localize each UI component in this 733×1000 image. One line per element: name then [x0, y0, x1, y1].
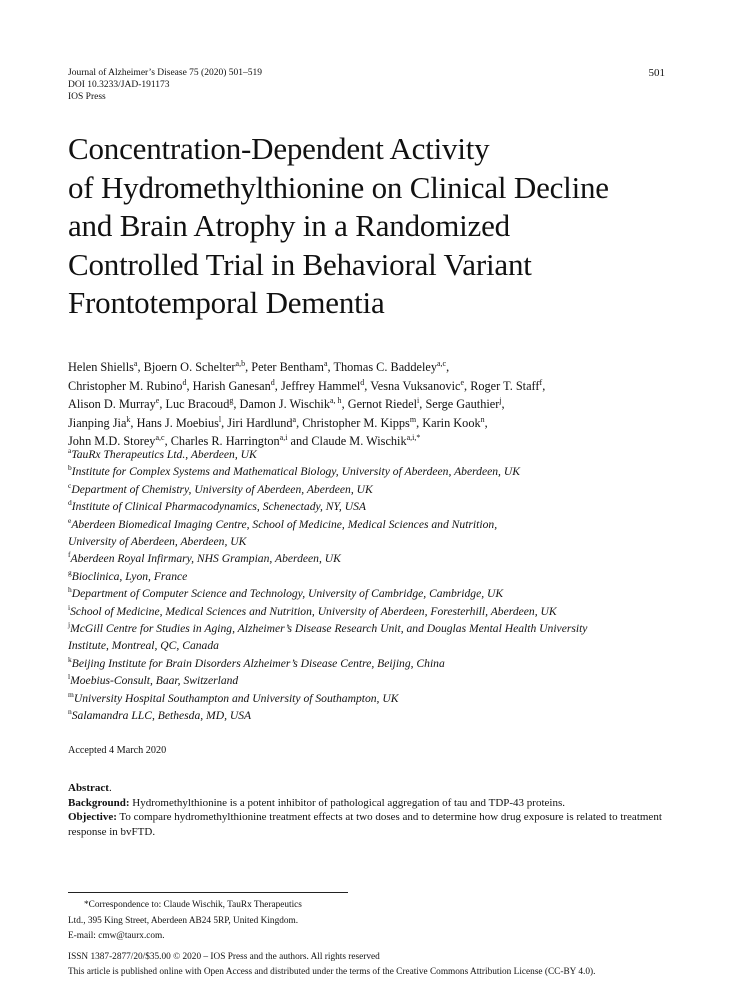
affiliation-label: h	[68, 585, 72, 595]
author-name: Gernot Riedel	[347, 397, 418, 411]
author-affiliation-marker: e	[155, 396, 160, 405]
page-number: 501	[648, 67, 665, 79]
author-name: Vesna Vuksanovic	[370, 378, 461, 393]
doi: DOI 10.3233/JAD-191173	[68, 80, 170, 90]
affiliation-label: m	[68, 689, 74, 699]
author-separator: ,	[186, 378, 193, 393]
author-name: Serge Gauthier	[425, 397, 500, 411]
title-line: Concentration-Dependent Activity	[68, 131, 490, 166]
title-line: of Hydromethylthionine on Clinical Decline	[68, 169, 609, 205]
author-affiliation-marker: a,i,*	[406, 433, 421, 442]
abstract	[68, 781, 668, 839]
affiliation-label: n	[68, 707, 72, 717]
author-separator: ,	[221, 415, 228, 430]
author-separator: ,	[364, 378, 371, 393]
author-separator: and	[287, 434, 312, 448]
author-name: Roger T. Staff	[470, 378, 540, 393]
author-separator: ,	[159, 397, 166, 411]
affiliation-list	[68, 446, 668, 725]
affiliation-text: Aberdeen Royal Infirmary, NHS Grampian, Aberdeen, UK	[70, 552, 341, 566]
author	[137, 416, 228, 430]
author-affiliation-marker: g	[229, 396, 234, 405]
affiliation	[68, 463, 668, 480]
author-name: Alison D. Murray	[68, 397, 156, 411]
author-separator: ,	[245, 360, 252, 374]
author-name: Christopher M. Kipps	[302, 415, 410, 430]
author-affiliation-marker: a	[292, 414, 297, 424]
background-label: Background:	[68, 796, 130, 809]
title-line: Controlled Trial in Behavioral Variant	[68, 246, 532, 282]
author-name: Jianping Jia	[68, 415, 127, 430]
title-line: Frontotemporal Dementia	[68, 285, 385, 320]
author-separator: ,	[446, 360, 450, 374]
license-line: This article is published online with Open Access and distributed under the terms of the Creative Commons Attribution License (CC-BY 4.0).	[68, 967, 596, 977]
author	[68, 360, 144, 374]
author-affiliation-marker: a	[133, 359, 138, 368]
affiliation-label: l	[68, 672, 71, 682]
author-affiliation-marker: d	[360, 377, 365, 387]
affiliation	[68, 481, 668, 498]
author	[281, 379, 370, 393]
abstract-heading-label: Abstract	[68, 782, 109, 794]
affiliation-label: k	[68, 654, 72, 664]
author-affiliation-marker: k	[126, 414, 131, 424]
affiliation-text: University Hospital Southampton and University of Southampton, UK	[73, 691, 399, 705]
author	[68, 379, 193, 393]
affiliation-text: McGill Centre for Studies in Aging, Alzheimer’s Disease Research Unit, and Douglas Mental Health University	[70, 622, 588, 636]
affiliation-text: Salamandra LLC, Bethesda, MD, USA	[71, 709, 252, 723]
title-line: and Brain Atrophy in a Randomized	[68, 208, 510, 243]
author-affiliation-marker: d	[270, 377, 275, 387]
affiliation	[68, 568, 668, 585]
affiliation-label: j	[68, 620, 71, 630]
author-affiliation-marker: l	[218, 414, 222, 424]
author-affiliation-marker: a,i	[279, 433, 288, 442]
author-separator: ,	[274, 378, 281, 393]
author-name: Christopher M. Rubino	[68, 378, 183, 393]
author	[370, 379, 470, 393]
author-affiliation-marker: f	[539, 377, 543, 387]
author	[470, 379, 545, 393]
affiliation	[68, 585, 668, 602]
author-name: Harish Ganesan	[192, 378, 271, 393]
author	[144, 360, 252, 374]
author-separator: ,	[416, 415, 423, 430]
author	[68, 416, 137, 430]
affiliation-continuation: Institute, Montreal, QC, Canada	[68, 639, 219, 653]
publisher: IOS Press	[68, 92, 106, 102]
author	[166, 397, 240, 411]
objective-label: Objective:	[68, 811, 117, 823]
issn-line: ISSN 1387-2877/20/$35.00 © 2020 – IOS Press and the authors. All rights reserved	[68, 952, 380, 962]
abstract-heading	[68, 781, 668, 796]
affiliation-label: e	[68, 515, 72, 525]
author-separator: ,	[130, 415, 137, 430]
author-separator: ,	[327, 360, 334, 374]
author-name: John M.D. Storey	[68, 434, 156, 448]
accepted-date: Accepted 4 March 2020	[68, 745, 167, 756]
author-separator: ,	[341, 397, 348, 411]
author-affiliation-marker: a, h	[330, 396, 342, 405]
author-separator: ,	[464, 378, 471, 393]
affiliation	[68, 690, 668, 707]
author-separator: ,	[542, 378, 546, 393]
author	[425, 397, 504, 411]
affiliation	[68, 516, 668, 551]
affiliation-text: Moebius-Consult, Baar, Switzerland	[70, 674, 239, 688]
affiliation	[68, 498, 668, 515]
affiliation	[68, 446, 668, 463]
author-affiliation-marker: n	[480, 414, 485, 424]
author-name: Claude M. Wischik	[311, 434, 407, 448]
affiliation-text: Institute for Complex Systems and Mathematical Biology, University of Aberdeen, Aberdeen, UK	[71, 465, 520, 479]
journal-header	[68, 67, 262, 103]
author-name: Hans J. Moebius	[136, 415, 219, 430]
author	[348, 397, 426, 411]
affiliation-label: f	[68, 550, 71, 560]
affiliation-text: Institute of Clinical Pharmacodynamics, Schenectady, NY, USA	[71, 500, 366, 514]
author	[251, 360, 333, 374]
journal-citation: Journal of Alzheimer’s Disease 75 (2020) 501–519	[68, 68, 263, 78]
author-affiliation-marker: a	[323, 359, 328, 368]
affiliation	[68, 672, 668, 689]
affiliation	[68, 707, 668, 724]
author-separator: ,	[164, 434, 171, 448]
affiliation-text: Department of Chemistry, University of Aberdeen, Aberdeen, UK	[71, 482, 373, 496]
affiliation	[68, 550, 668, 567]
author-affiliation-marker: e	[460, 377, 465, 387]
author	[227, 416, 302, 430]
author-name: Peter Bentham	[251, 360, 324, 374]
author-affiliation-marker: j	[499, 396, 502, 405]
affiliation-text: Beijing Institute for Brain Disorders Alzheimer’s Disease Centre, Beijing, China	[71, 656, 445, 670]
affiliation-label: g	[68, 567, 72, 577]
abstract-heading-punct: .	[108, 782, 112, 794]
affiliation-label: a	[68, 446, 72, 455]
affiliation-label: b	[68, 463, 72, 473]
author-name: Bjoern O. Schelter	[143, 360, 236, 374]
affiliation-text: School of Medicine, Medical Sciences and Nutrition, University of Aberdeen, Foresterhill, Aberdeen, UK	[70, 604, 557, 618]
affiliation-text: Department of Computer Science and Technology, University of Cambridge, Cambridge, UK	[71, 587, 504, 601]
author-name: Karin Kook	[422, 415, 481, 430]
author-name: Damon J. Wischik	[239, 397, 330, 411]
author	[240, 397, 348, 411]
author-affiliation-marker: a,c	[155, 433, 165, 442]
author-affiliation-marker: a,b	[235, 359, 246, 368]
affiliation	[68, 603, 668, 620]
author-separator: ,	[137, 360, 144, 374]
author-affiliation-marker: d	[182, 377, 187, 387]
abstract-background	[68, 796, 668, 811]
correspondence-email: E-mail: cmw@taurx.com.	[68, 931, 165, 941]
affiliation-label: d	[68, 498, 72, 508]
author-name: Thomas C. Baddeley	[333, 360, 437, 374]
author-separator: ,	[233, 397, 240, 411]
author	[193, 379, 281, 393]
author-separator: ,	[419, 397, 426, 411]
background-text: Hydromethylthionine is a potent inhibitor of pathological aggregation of tau and TDP-43 proteins.	[129, 796, 565, 809]
author-list	[68, 358, 668, 451]
author-name: Charles R. Harrington	[170, 434, 280, 448]
author	[302, 416, 422, 430]
author	[333, 360, 449, 374]
author-affiliation-marker: m	[409, 414, 417, 424]
author-name: Luc Bracoud	[165, 397, 230, 411]
affiliation-label: i	[68, 602, 71, 612]
correspondence-footnote	[68, 898, 348, 945]
author-name: Jiri Hardlund	[227, 415, 293, 430]
author-affiliation-marker: a,c	[436, 359, 447, 368]
author-name: Helen Shiells	[68, 360, 134, 374]
affiliation-continuation: University of Aberdeen, Aberdeen, UK	[68, 535, 247, 549]
affiliation-text: Aberdeen Biomedical Imaging Centre, School of Medicine, Medical Sciences and Nutrition,	[71, 517, 498, 531]
author-name: Jeffrey Hammel	[280, 378, 361, 393]
author-separator: ,	[296, 415, 303, 430]
article-title	[68, 130, 688, 323]
objective-text: To compare hydromethylthionine treatment effects at two doses and to determine how drug exposure is related to treatment response in bvFTD.	[68, 811, 662, 838]
author-separator: ,	[501, 397, 505, 411]
footnote-divider	[68, 892, 348, 893]
affiliation-label: c	[68, 480, 72, 490]
author-affiliation-marker: i	[417, 396, 420, 405]
author-separator: ,	[484, 415, 488, 430]
author	[68, 397, 166, 411]
correspondence-line: *Correspondence to: Claude Wischik, TauRx Therapeutics	[84, 900, 302, 910]
correspondence-line: Ltd., 395 King Street, Aberdeen AB24 5RP, United Kingdom.	[68, 915, 299, 926]
abstract-objective	[68, 810, 668, 839]
affiliation-text: TauRx Therapeutics Ltd., Aberdeen, UK	[71, 448, 257, 461]
affiliation-text: Bioclinica, Lyon, France	[71, 569, 188, 583]
affiliation	[68, 655, 668, 672]
affiliation	[68, 620, 668, 655]
author	[422, 416, 487, 430]
